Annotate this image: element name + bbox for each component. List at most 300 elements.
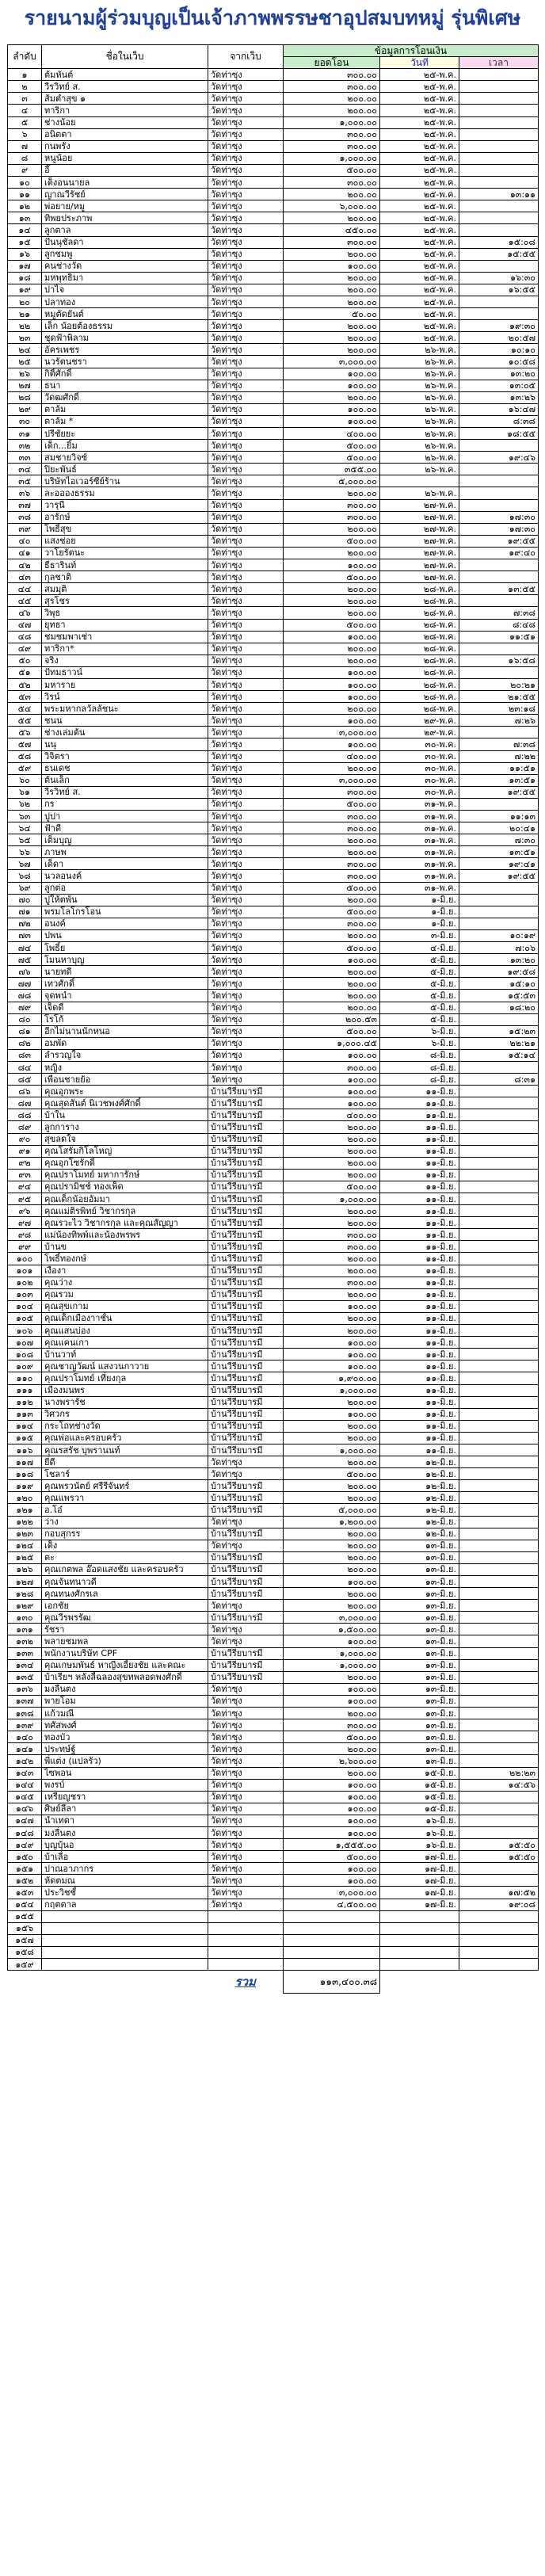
- transfer-amount: ๒๐๐.๐๐: [284, 1217, 380, 1229]
- table-row: [8, 619, 539, 631]
- transfer-amount: ๕๐๐.๐๐: [284, 440, 380, 452]
- transfer-amount: ๒๐๐.๐๐: [284, 966, 380, 978]
- row-number: ๑๓๓: [8, 1647, 42, 1659]
- donor-name: โพธิ์สุข: [42, 523, 208, 535]
- source-site: วัดท่าซุง: [208, 870, 284, 882]
- row-number: ๙: [8, 164, 42, 176]
- row-number: ๑๕๖: [8, 1922, 42, 1934]
- source-site: วัดท่าซุง: [208, 918, 284, 929]
- transfer-amount: ๑๐๐.๐๐: [284, 738, 380, 750]
- donor-name: อี๊: [42, 164, 208, 176]
- source-site: วัดท่าซุง: [208, 846, 284, 858]
- header-from: จากเว็บ: [208, 45, 284, 69]
- source-site: บ้านวีรียบารมี: [208, 1659, 284, 1671]
- source-site: วัดท่าซุง: [208, 140, 284, 152]
- source-site: บ้านวีรียบารมี: [208, 1241, 284, 1253]
- transfer-time: ๑๓:๒๖: [459, 391, 539, 403]
- transfer-time: ๒๓:๑๘: [459, 703, 539, 715]
- table-row: [8, 1349, 539, 1361]
- source-site: บ้านวีรียบารมี: [208, 1145, 284, 1157]
- transfer-time: [459, 308, 539, 320]
- table-row: [8, 523, 539, 535]
- transfer-amount: ๑๐๐.๐๐: [284, 1361, 380, 1372]
- table-row: [8, 1337, 539, 1349]
- row-number: ๖๖: [8, 846, 42, 858]
- source-site: วัดท่าซุง: [208, 189, 284, 200]
- transfer-time: ๑๕:๑๔: [459, 1049, 539, 1061]
- table-row: [8, 571, 539, 583]
- transfer-date: ๒๖-พ.ค.: [380, 380, 459, 391]
- source-site: บ้านวีรียบารมี: [208, 1337, 284, 1349]
- table-row: [8, 1193, 539, 1205]
- row-number: ๑๔๑: [8, 1743, 42, 1755]
- transfer-amount: ๕๐๐.๐๐: [284, 164, 380, 176]
- row-number: ๓๖: [8, 487, 42, 499]
- transfer-date: ๒๕-พ.ค.: [380, 189, 459, 200]
- transfer-amount: ๕,๐๐๐.๐๐: [284, 475, 380, 487]
- transfer-date: ๑๑-มิ.ย.: [380, 1396, 459, 1408]
- donor-name: เทวศักดิ์: [42, 978, 208, 990]
- transfer-date: ๑๓-มิ.ย.: [380, 1719, 459, 1731]
- transfer-time: [459, 1826, 539, 1838]
- source-site: บ้านวีรียบารมี: [208, 1588, 284, 1600]
- transfer-amount: ๒๐๐.๐๐: [284, 894, 380, 906]
- transfer-amount: ๒๐๐.๐๐: [284, 1157, 380, 1169]
- transfer-amount: ๒๐๐.๕๓: [284, 1013, 380, 1025]
- table-row: [8, 320, 539, 332]
- table-row: [8, 990, 539, 1002]
- table-row: [8, 296, 539, 307]
- transfer-amount: ๕๐๐.๐๐: [284, 619, 380, 631]
- source-site: บ้านวีรียบารมี: [208, 1528, 284, 1540]
- transfer-date: ๒๖-พ.ค.: [380, 440, 459, 452]
- transfer-time: ๑๐:๕๘: [459, 356, 539, 368]
- transfer-time: ๑๕:๕๓: [459, 990, 539, 1002]
- transfer-amount: ๒๐๐.๐๐: [284, 834, 380, 846]
- donor-name: กอบสุกรร: [42, 1528, 208, 1540]
- transfer-time: [459, 1420, 539, 1432]
- transfer-amount: ๓๐๐.๐๐: [284, 870, 380, 882]
- transfer-date: ๑๑-มิ.ย.: [380, 1086, 459, 1097]
- donor-name: ว่าง: [42, 1516, 208, 1528]
- row-number: ๘๙: [8, 1121, 42, 1133]
- transfer-amount: ๓๐๐.๐๐: [284, 811, 380, 822]
- transfer-date: [380, 1946, 459, 1958]
- transfer-time: [459, 1863, 539, 1875]
- transfer-amount: ๑๐๐.๐๐: [284, 678, 380, 690]
- transfer-time: ๑๙:๕๘: [459, 966, 539, 978]
- transfer-time: ๑๓:๕๑: [459, 774, 539, 786]
- table-row: [8, 356, 539, 368]
- row-number: ๑๓๒: [8, 1635, 42, 1647]
- transfer-date: ๒๖-พ.ค.: [380, 452, 459, 464]
- transfer-time: ๑๓:๕๕: [459, 583, 539, 595]
- table-row: [8, 1097, 539, 1109]
- transfer-date: ๑๑-มิ.ย.: [380, 1325, 459, 1337]
- donor-name: ชมชมพาเช่า: [42, 631, 208, 643]
- donor-name: ส้มตำสุข ๑: [42, 93, 208, 105]
- donor-name: ช่างเล่มต้น: [42, 727, 208, 738]
- donor-name: คนช่างวัด: [42, 260, 208, 272]
- transfer-date: ๕-มิ.ย.: [380, 1002, 459, 1013]
- table-row: [8, 727, 539, 738]
- table-row: [8, 942, 539, 954]
- table-row: [8, 834, 539, 846]
- table-row: [8, 1803, 539, 1815]
- transfer-amount: ๒๐๐.๐๐: [284, 654, 380, 666]
- table-row: [8, 929, 539, 941]
- transfer-date: ๒๕-พ.ค.: [380, 260, 459, 272]
- transfer-date: ๒๘-พ.ค.: [380, 666, 459, 678]
- transfer-amount: ๕,๐๐๐.๐๐: [284, 1504, 380, 1516]
- transfer-amount: ๒๐๐.๐๐: [284, 1002, 380, 1013]
- source-site: วัดท่าซุง: [208, 308, 284, 320]
- transfer-time: ๒๐:๕๗: [459, 332, 539, 344]
- transfer-date: ๕-มิ.ย.: [380, 954, 459, 966]
- row-number: ๓๔: [8, 464, 42, 475]
- table-row: [8, 284, 539, 296]
- table-row: [8, 1205, 539, 1217]
- table-row: [8, 1839, 539, 1851]
- source-site: วัดท่าซุง: [208, 464, 284, 475]
- source-site: วัดท่าซุง: [208, 248, 284, 260]
- source-site: วัดท่าซุง: [208, 200, 284, 212]
- transfer-time: [459, 140, 539, 152]
- transfer-time: ๒๐:๒๑: [459, 678, 539, 690]
- transfer-date: ๑๑-มิ.ย.: [380, 1337, 459, 1349]
- transfer-date: ๒๕-พ.ค.: [380, 116, 459, 128]
- row-number: ๙๒: [8, 1157, 42, 1169]
- source-site: วัดท่าซุง: [208, 798, 284, 810]
- transfer-date: ๑๑-มิ.ย.: [380, 1145, 459, 1157]
- transfer-date: ๓๑-พ.ค.: [380, 870, 459, 882]
- donor-name: บ้าเรียฯ หลังลี้ฉลองสุขทพลอดพงศักดิ์: [42, 1671, 208, 1683]
- table-row: [8, 1025, 539, 1037]
- table-row: [8, 1444, 539, 1456]
- source-site: วัดท่าซุง: [208, 762, 284, 774]
- transfer-date: ๑๗-มิ.ย.: [380, 1887, 459, 1899]
- transfer-amount: ๑,๐๐๐.๐๐: [284, 1193, 380, 1205]
- row-number: ๑๑๑: [8, 1384, 42, 1396]
- source-site: วัดท่าซุง: [208, 105, 284, 116]
- source-site: วัดท่าซุง: [208, 1516, 284, 1528]
- donor-name: วิพุธ: [42, 607, 208, 619]
- source-site: วัดท่าซุง: [208, 1875, 284, 1887]
- transfer-amount: ๑๐๐.๐๐: [284, 1635, 380, 1647]
- table-row: [8, 918, 539, 929]
- table-row: [8, 1946, 539, 1958]
- transfer-amount: ๒๐๐.๐๐: [284, 487, 380, 499]
- source-site: บ้านวีรียบารมี: [208, 1349, 284, 1361]
- transfer-time: ๑๕:๐๘: [459, 236, 539, 248]
- transfer-amount: ๒๐๐.๐๐: [284, 391, 380, 403]
- transfer-time: [459, 1600, 539, 1612]
- transfer-time: ๑๙:๕๕: [459, 535, 539, 547]
- row-number: ๑๓๕: [8, 1671, 42, 1683]
- transfer-amount: ๑๐๐.๐๐: [284, 380, 380, 391]
- row-number: ๘๔: [8, 1061, 42, 1073]
- row-number: ๗๐: [8, 894, 42, 906]
- transfer-date: ๒๘-พ.ค.: [380, 583, 459, 595]
- transfer-time: ๑๕:๕๕: [459, 248, 539, 260]
- table-row: [8, 1647, 539, 1659]
- row-number: ๑: [8, 69, 42, 81]
- row-number: ๑๒: [8, 200, 42, 212]
- row-number: ๑๓๙: [8, 1719, 42, 1731]
- donor-name: ต้นเล็ก: [42, 774, 208, 786]
- transfer-date: ๒๘-พ.ค.: [380, 678, 459, 690]
- source-site: บ้านวีรียบารมี: [208, 1109, 284, 1121]
- total-spacer: [42, 1971, 208, 1994]
- row-number: ๑๓๐: [8, 1612, 42, 1624]
- transfer-date: ๒๘-พ.ค.: [380, 595, 459, 607]
- donor-name: กุลชาติ: [42, 571, 208, 583]
- donor-name: คุณจันทนาวดี: [42, 1576, 208, 1588]
- row-number: ๑๐๙: [8, 1361, 42, 1372]
- transfer-amount: ๔๕๐.๐๐: [284, 224, 380, 236]
- source-site: วัดท่าซุง: [208, 882, 284, 894]
- donor-name: วัดฒศักดิ์: [42, 391, 208, 403]
- transfer-amount: ๒๐๐.๐๐: [284, 1456, 380, 1468]
- donor-name: [42, 1959, 208, 1971]
- transfer-amount: ๑๐๐.๐๐: [284, 666, 380, 678]
- donor-name: สมชายวิจซ์: [42, 452, 208, 464]
- transfer-amount: ๑๐๐.๐๐: [284, 1683, 380, 1695]
- transfer-date: ๒๘-พ.ค.: [380, 607, 459, 619]
- transfer-time: ๑๑:๕๑: [459, 762, 539, 774]
- transfer-time: [459, 69, 539, 81]
- transfer-time: [459, 224, 539, 236]
- transfer-time: [459, 643, 539, 654]
- table-row: [8, 1229, 539, 1241]
- transfer-time: [459, 666, 539, 678]
- source-site: [208, 1946, 284, 1958]
- transfer-amount: ๖,๐๐๐.๐๐: [284, 200, 380, 212]
- transfer-time: [459, 1647, 539, 1659]
- transfer-date: ๑๑-มิ.ย.: [380, 1361, 459, 1372]
- donor-name: ห้ดตมณ: [42, 1875, 208, 1887]
- donor-name: คุณรวะไว วิชากรกุล และคุณสัญญา: [42, 1217, 208, 1229]
- donor-name: รัชรา: [42, 1624, 208, 1635]
- transfer-time: [459, 1468, 539, 1480]
- transfer-date: ๑๓-มิ.ย.: [380, 1647, 459, 1659]
- source-site: วัดท่าซุง: [208, 128, 284, 140]
- source-site: บ้านวีรียบารมี: [208, 1432, 284, 1444]
- transfer-date: ๒๖-พ.ค.: [380, 487, 459, 499]
- row-number: ๑๑๔: [8, 1420, 42, 1432]
- transfer-time: [459, 894, 539, 906]
- donor-name: ปูปา: [42, 811, 208, 822]
- donor-name: วีรวิทย์ ส.: [42, 81, 208, 93]
- source-site: วัดท่าซุง: [208, 93, 284, 105]
- source-site: บ้านวีรียบารมี: [208, 1229, 284, 1241]
- transfer-amount: ๒๐๐.๐๐: [284, 978, 380, 990]
- row-number: ๒๙: [8, 403, 42, 415]
- source-site: วัดท่าซุง: [208, 499, 284, 511]
- transfer-time: [459, 1624, 539, 1635]
- donor-name: อนิตตา: [42, 128, 208, 140]
- transfer-amount: ๑๐๐.๐๐: [284, 631, 380, 643]
- transfer-amount: ๓๕๕.๐๐: [284, 464, 380, 475]
- donor-name: ต้มหันต์: [42, 69, 208, 81]
- source-site: บ้านวีรียบารมี: [208, 1480, 284, 1492]
- table-row: [8, 607, 539, 619]
- donor-name: หนูน้อย: [42, 152, 208, 164]
- source-site: [208, 1922, 284, 1934]
- transfer-amount: ๒๐๐.๐๐: [284, 1551, 380, 1563]
- source-site: วัดท่าซุง: [208, 1791, 284, 1803]
- table-row: [8, 1456, 539, 1468]
- donor-name: คุณอุกพระ: [42, 1086, 208, 1097]
- transfer-amount: ๑๐๐.๐๐: [284, 1576, 380, 1588]
- table-row: [8, 152, 539, 164]
- transfer-amount: ๒๐๐.๐๐: [284, 1540, 380, 1551]
- table-row: [8, 1528, 539, 1540]
- row-number: ๓๙: [8, 523, 42, 535]
- donor-name: ตาล้ม *: [42, 415, 208, 427]
- source-site: วัดท่าซุง: [208, 116, 284, 128]
- transfer-amount: ๑๐๐.๐๐: [284, 1863, 380, 1875]
- transfer-date: ๑๒-มิ.ย.: [380, 1480, 459, 1492]
- table-row: [8, 906, 539, 918]
- table-row: [8, 1624, 539, 1635]
- row-number: ๒๓: [8, 332, 42, 344]
- transfer-amount: ๓,๐๐๐.๐๐: [284, 356, 380, 368]
- donor-name: ชนน: [42, 715, 208, 727]
- transfer-amount: ๑๐๐.๐๐: [284, 1086, 380, 1097]
- source-site: วัดท่าซุง: [208, 654, 284, 666]
- transfer-amount: ๑,๕๕๕.๐๐: [284, 1839, 380, 1851]
- donor-name: คุณสุขเกาม: [42, 1300, 208, 1312]
- donor-name: วิจิตรา: [42, 750, 208, 762]
- page-title: รายนามผู้ร่วมบุญเป็นเจ้าภาพพรรษชาอุปสมบทหมู่ รุ่นพิเศษ: [24, 6, 521, 29]
- source-site: บ้านวีรียบารมี: [208, 1647, 284, 1659]
- source-site: วัดท่าซุง: [208, 703, 284, 715]
- total-row: [8, 1971, 539, 1994]
- table-row: [8, 1576, 539, 1588]
- transfer-amount: ๒๐๐.๐๐: [284, 846, 380, 858]
- transfer-time: ๘:๓๘: [459, 415, 539, 427]
- total-spacer: [459, 1971, 539, 1994]
- source-site: [208, 1934, 284, 1946]
- transfer-date: ๑๒-มิ.ย.: [380, 1528, 459, 1540]
- row-number: ๔๗: [8, 619, 42, 631]
- transfer-amount: ๒๐๐.๐๐: [284, 296, 380, 307]
- donor-name: อีกไม่นานนักหนอ: [42, 1025, 208, 1037]
- transfer-date: ๒๕-พ.ค.: [380, 320, 459, 332]
- source-site: บ้านวีรียบารมี: [208, 1551, 284, 1563]
- transfer-time: ๑๑:๑๓: [459, 811, 539, 822]
- transfer-time: ๑๓:๕๑: [459, 846, 539, 858]
- transfer-amount: ๒๐๐.๐๐: [284, 607, 380, 619]
- donor-name: ปาณอาภากร: [42, 1863, 208, 1875]
- source-site: วัดท่าซุง: [208, 619, 284, 631]
- transfer-time: [459, 1946, 539, 1958]
- transfer-time: [459, 1193, 539, 1205]
- donor-name: มหพุทธิมา: [42, 272, 208, 284]
- source-site: วัดท่าซุง: [208, 1635, 284, 1647]
- table-row: [8, 1432, 539, 1444]
- transfer-amount: ๒๐๐.๐๐: [284, 1253, 380, 1265]
- table-row: [8, 1253, 539, 1265]
- source-site: วัดท่าซุง: [208, 212, 284, 224]
- transfer-amount: ๒๐๐.๐๐: [284, 1145, 380, 1157]
- transfer-time: [459, 1731, 539, 1743]
- donor-name: กระโถทช่างวัด: [42, 1420, 208, 1432]
- table-row: [8, 116, 539, 128]
- transfer-date: ๒๕-พ.ค.: [380, 81, 459, 93]
- table-row: [8, 1767, 539, 1779]
- transfer-time: [459, 1480, 539, 1492]
- transfer-amount: ๑๐๐.๐๐: [284, 415, 380, 427]
- table-row: [8, 583, 539, 595]
- table-row: [8, 978, 539, 990]
- transfer-time: [459, 1181, 539, 1193]
- source-site: วัดท่าซุง: [208, 272, 284, 284]
- transfer-time: [459, 1133, 539, 1145]
- transfer-amount: ๓๐๐.๐๐: [284, 81, 380, 93]
- row-number: ๘๐: [8, 1013, 42, 1025]
- transfer-time: [459, 1959, 539, 1971]
- transfer-date: ๑-มิ.ย.: [380, 906, 459, 918]
- transfer-date: ๓๐-พ.ค.: [380, 738, 459, 750]
- transfer-time: [459, 559, 539, 571]
- row-number: ๖๘: [8, 870, 42, 882]
- source-site: บ้านวีรียบารมี: [208, 1396, 284, 1408]
- source-site: วัดท่าซุง: [208, 1025, 284, 1037]
- transfer-amount: ๑๐๐.๐๐: [284, 1875, 380, 1887]
- source-site: วัดท่าซุง: [208, 1743, 284, 1755]
- donor-name: เมืองมนพร: [42, 1384, 208, 1396]
- transfer-date: ๑๑-มิ.ย.: [380, 1169, 459, 1181]
- source-site: บ้านวีรียบารมี: [208, 1288, 284, 1300]
- transfer-amount: ๕๐๐.๐๐: [284, 571, 380, 583]
- row-number: ๑๕๗: [8, 1934, 42, 1946]
- donor-name: โรโก้: [42, 1013, 208, 1025]
- transfer-amount: ๓๐๐.๐๐: [284, 140, 380, 152]
- donor-name: ฟ้าดี: [42, 822, 208, 834]
- transfer-date: ๑๕-มิ.ย.: [380, 1791, 459, 1803]
- table-row: [8, 1312, 539, 1324]
- transfer-time: [459, 164, 539, 176]
- source-site: วัดท่าซุง: [208, 678, 284, 690]
- transfer-amount: ๓๐๐.๐๐: [284, 236, 380, 248]
- source-site: บ้านวีรียบารมี: [208, 1086, 284, 1097]
- transfer-amount: ๒,๖๐๐.๐๐: [284, 1755, 380, 1767]
- table-row: [8, 858, 539, 870]
- row-number: ๕๘: [8, 750, 42, 762]
- donor-name: อัครเพชร: [42, 344, 208, 356]
- source-site: วัดท่าซุง: [208, 547, 284, 559]
- source-site: วัดท่าซุง: [208, 1683, 284, 1695]
- transfer-date: ๒๕-พ.ค.: [380, 212, 459, 224]
- row-number: ๓๘: [8, 511, 42, 523]
- donor-name: พระมหากลวัลลัชนะ: [42, 703, 208, 715]
- transfer-time: [459, 1169, 539, 1181]
- transfer-time: [459, 260, 539, 272]
- transfer-amount: ๑,๐๐๐.๐๐: [284, 1647, 380, 1659]
- donor-name: ชุดฟ้าพิลาม: [42, 332, 208, 344]
- transfer-amount: ๒๐๐.๐๐: [284, 1396, 380, 1408]
- transfer-time: [459, 1432, 539, 1444]
- transfer-time: ๒๒:๒๑: [459, 1037, 539, 1049]
- donor-name: อมพัด: [42, 1037, 208, 1049]
- row-number: ๘๓: [8, 1049, 42, 1061]
- transfer-date: ๑๖-มิ.ย.: [380, 1826, 459, 1838]
- source-site: วัดท่าซุง: [208, 990, 284, 1002]
- row-number: ๓๓: [8, 452, 42, 464]
- row-number: ๑๖: [8, 248, 42, 260]
